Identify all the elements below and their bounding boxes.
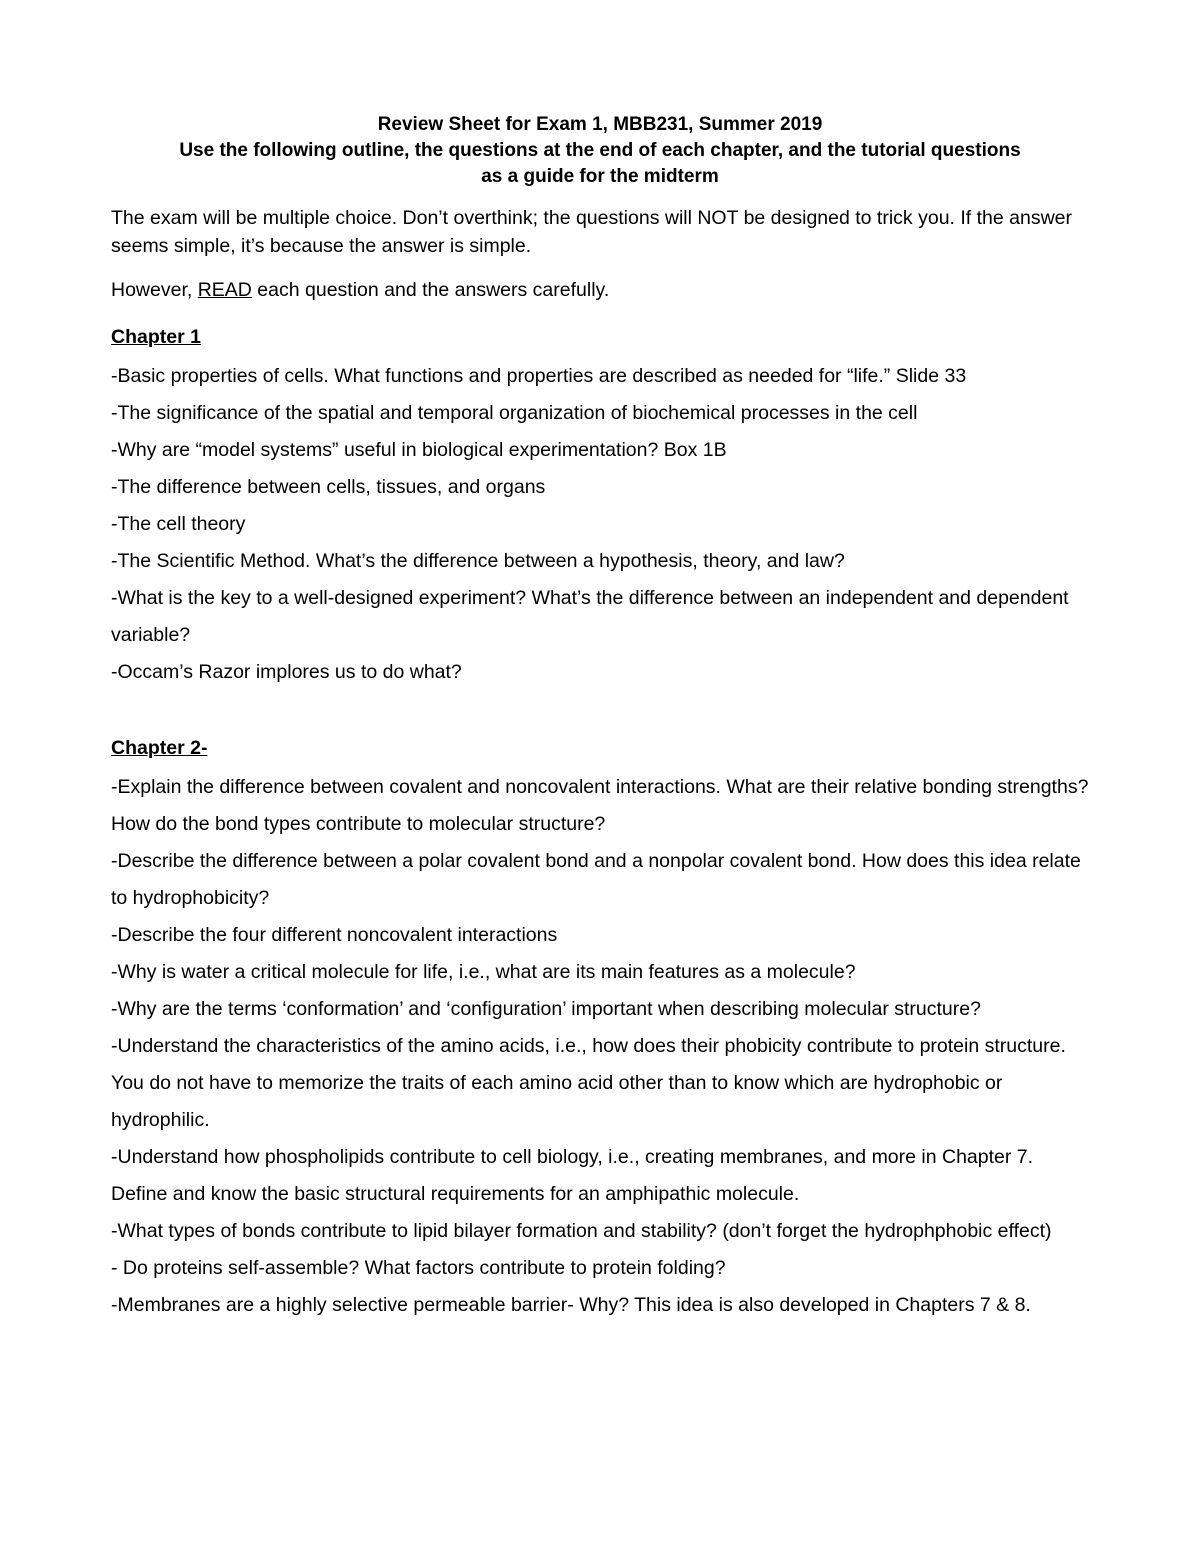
list-item: -Why are the terms ‘conformation’ and ‘configuration’ important when describing molecular structure? <box>111 998 981 1020</box>
list-item: -The significance of the spatial and temporal organization of biochemical processes in the cell <box>111 402 918 424</box>
list-item: - Do proteins self-assemble? What factors contribute to protein folding? <box>111 1257 726 1279</box>
instruction-text-before: However, <box>111 279 198 301</box>
document-title: Review Sheet for Exam 1, MBB231, Summer 2019 <box>377 114 823 135</box>
instruction-paragraph <box>111 276 1089 304</box>
list-item: -What types of bonds contribute to lipid bilayer formation and stability? (don’t forget the hydrophphobic effect) <box>111 1220 1052 1242</box>
document-page <box>111 112 1089 1324</box>
list-item: -Occam’s Razor implores us to do what? <box>111 661 462 683</box>
document-subtitle-line-1: Use the following outline, the questions at the end of each chapter, and the tutorial questions <box>179 140 1021 161</box>
list-item: -The Scientific Method. What’s the difference between a hypothesis, theory, and law? <box>111 550 845 572</box>
list-item: -Describe the difference between a polar covalent bond and a nonpolar covalent bond. How does this idea relate to hydrophobicity? <box>111 850 1081 909</box>
list-item: -Explain the difference between covalent and noncovalent interactions. What are their relative bonding strengths? How do the bond types contribute to molecular structure? <box>111 776 1089 835</box>
list-item: -Why is water a critical molecule for life, i.e., what are its main features as a molecule? <box>111 961 856 983</box>
intro-section <box>111 204 1089 304</box>
list-item: -Why are “model systems” useful in biological experimentation? Box 1B <box>111 439 727 461</box>
list-item: -Basic properties of cells. What functions and properties are described as needed for “life.” Slide 33 <box>111 365 967 387</box>
chapter-2-heading: Chapter 2- <box>111 737 208 759</box>
list-item: -What is the key to a well-designed experiment? What’s the difference between an independent and dependent variable? <box>111 587 1069 646</box>
chapter-1-heading: Chapter 1 <box>111 326 201 348</box>
instruction-text-after: each question and the answers carefully. <box>251 279 610 301</box>
list-item: -Understand how phospholipids contribute to cell biology, i.e., creating membranes, and more in Chapter 7. Define and know the basic structural requirements for an amphipathic molecule. <box>111 1146 1034 1205</box>
chapter-1-section <box>111 322 1089 691</box>
document-subtitle-line-2: as a guide for the midterm <box>481 166 719 187</box>
intro-paragraph: The exam will be multiple choice. Don’t overthink; the questions will NOT be designed to trick you. If the answer seems simple, it’s because the answer is simple. <box>111 207 1073 257</box>
list-item: -Describe the four different noncovalent interactions <box>111 924 558 946</box>
list-item: -The cell theory <box>111 513 246 535</box>
list-item: -The difference between cells, tissues, and organs <box>111 476 546 498</box>
list-item: -Membranes are a highly selective permeable barrier- Why? This idea is also developed in Chapters 7 & 8. <box>111 1294 1031 1316</box>
document-header <box>111 112 1089 190</box>
list-item: -Understand the characteristics of the amino acids, i.e., how does their phobicity contribute to protein structure. You do not have to memorize the traits of each amino acid other than to know which are hydrophobic or hydrophilic. <box>111 1035 1066 1131</box>
read-emphasis: READ <box>197 279 252 301</box>
chapter-2-section <box>111 733 1089 1324</box>
